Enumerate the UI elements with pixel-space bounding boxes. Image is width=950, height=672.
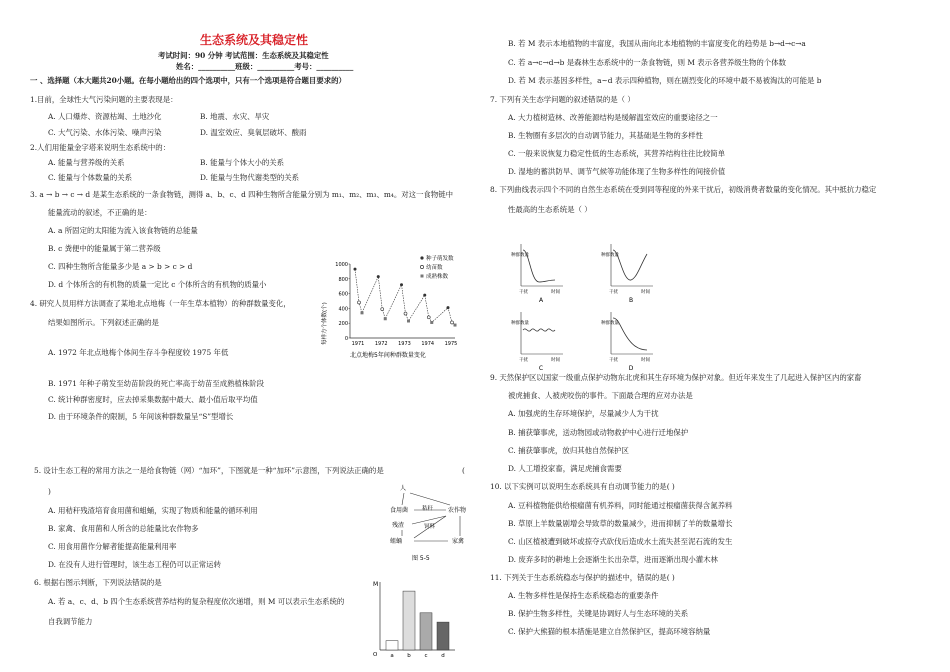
panel-letter: A — [538, 297, 544, 304]
q1-option-d: D. 温室效应、臭氧层破坏、酸雨 — [200, 128, 307, 137]
node-person: 人 — [400, 485, 407, 492]
q5-option-d: D. 在没有人进行管理时，该生态工程仍可以正常运转 — [48, 560, 221, 569]
legend-seed: 种子萌发数 — [426, 256, 454, 262]
x-tick-label: 1972 — [374, 341, 388, 347]
panel-time-label: 时间 — [551, 290, 560, 295]
q2-option-b: B. 能量与个体大小的关系 — [200, 158, 285, 167]
curve-panel-A — [511, 244, 563, 304]
panel-letter: C — [538, 365, 544, 372]
point-seed — [400, 283, 403, 286]
legend-mature: 成熟株数 — [426, 274, 449, 280]
q1-option-b: B. 地震、水灾、旱灾 — [200, 112, 270, 121]
q10-option-d: D. 废弃多时的耕地上会逐渐生长出杂草，进而逐渐出现小灌木林 — [508, 555, 718, 564]
panel-disturb-label: 干扰 — [519, 290, 528, 295]
q7-option-a: A. 大力植树造林、改善能源结构是缓解温室效应的重要途径之一 — [508, 113, 718, 122]
x-tick-label: c — [424, 653, 428, 658]
q8-stem: 8. 下列曲线表示四个不同的自然生态系统在受到同等程度的外来干扰后，初级消费者数量的变化情况。其中抵抗力稳定 — [490, 185, 877, 194]
x-tick-label: 1974 — [421, 341, 435, 347]
x-tick-label: a — [390, 653, 394, 658]
q8-figure — [505, 232, 680, 372]
exam-info: 考试时间：90 分钟 考试范围：生态系统及其稳定性 — [158, 51, 329, 60]
q6-option-a-cont: 自我调节能力 — [48, 617, 93, 626]
q1-stem: 1.目前，全球性大气污染问题的主要表现是： — [30, 95, 178, 104]
point-seedling — [427, 316, 430, 319]
q10-option-b: B. 草原上羊数量剧增会导致草的数量减少，进而抑制了羊的数量增长 — [508, 519, 733, 528]
q11-option-a: A. 生物多样性是保持生态系统稳态的重要条件 — [508, 591, 659, 600]
point-mature — [407, 319, 410, 322]
y-tick-label: 400 — [338, 306, 348, 313]
panel-ylabel: 种群数量 — [601, 253, 619, 258]
q4-figure — [320, 250, 470, 360]
curve-panel-B — [601, 244, 653, 304]
q6-option-d: D. 若 M 表示基因多样性，a~d 表示四种植物，则在剧烈变化的环境中最不易被淘汰的可能是 b — [508, 76, 822, 85]
q5-stem: 5. 设计生态工程的常用方法之一是给食物链（网）“加环”，下图就是一种“加环”示意图，下列说法正确的是 — [34, 466, 384, 475]
chart-caption: 北点地梅5年间种群数量变化 — [350, 352, 426, 359]
q11-option-b: B. 保护生物多样性，关键是协调好人与生态环境的关系 — [508, 609, 689, 618]
point-seedling — [358, 301, 361, 304]
edge-stalk: 秸秆 — [422, 506, 434, 512]
point-seed — [423, 294, 426, 297]
curve-panel-D — [601, 312, 653, 372]
point-mature — [384, 317, 387, 320]
q3-stem-cont: 能量流动的叙述，不正确的是： — [48, 208, 152, 217]
panel-ylabel: 种群数量 — [511, 321, 529, 326]
bar-d — [437, 622, 449, 650]
panel-time-label: 时间 — [641, 358, 650, 363]
q7-option-c: C. 一般来说恢复力稳定性低的生态系统，其营养结构往往比较简单 — [508, 149, 726, 158]
q4-option-a: A. 1972 年北点地梅个体间生存斗争程度较 1975 年低 — [48, 348, 229, 357]
point-seedling — [451, 321, 454, 324]
q3-option-c: C. 四种生物所含能量多少是 a > b > c > d — [48, 262, 193, 271]
four-curves — [505, 232, 680, 372]
q3-option-b: B. c 粪便中的能量属于第二营养级 — [48, 244, 161, 253]
q1-option-c: C. 大气污染、水体污染、噪声污染 — [48, 128, 162, 137]
q10-stem: 10. 以下实例可以说明生态系统具有自动调节能力的是( ) — [490, 482, 675, 491]
q3-option-d: D. d 个体所含的有机物的质量一定比 c 个体所含的有机物的质量小 — [48, 280, 267, 289]
q7-stem: 7. 下列有关生态学问题的叙述错误的是（ ） — [490, 95, 635, 104]
node-poultry: 家禽 — [452, 538, 465, 545]
chart-ylabel: 每样方个体数(个) — [322, 302, 328, 345]
q6-option-b: B. 若 M 表示本地植物的丰富度，我国从南向北本地植物的丰富度变化的趋势是 b→d→c→a — [508, 39, 806, 48]
q6-stem: 6. 根据右图示判断，下列说法错误的是 — [34, 578, 162, 587]
point-mature — [454, 324, 457, 327]
q5-figure — [380, 480, 480, 570]
q2-stem: 2.人们用能量金字塔来说明生态系统中的： — [30, 143, 171, 152]
q9-option-b: B. 捕获肇事虎，送动物园或动物救护中心进行迁地保护 — [508, 428, 689, 437]
node-straw: 残渣 — [392, 522, 405, 529]
q6-option-a: A. 若 a、c、d、b 四个生态系统营养结构的复杂程度依次递增，则 M 可以表示生态系统的 — [48, 597, 345, 606]
x-tick-label: 1971 — [351, 341, 365, 347]
edge-feed: 饲料 — [424, 524, 436, 530]
panel-disturb-label: 干扰 — [609, 290, 618, 295]
population-chart — [320, 250, 470, 360]
panel-letter: B — [628, 297, 634, 304]
q11-option-c: C. 保护大熊猫的根本措施是建立自然保护区，提高环境容纳量 — [508, 627, 711, 636]
x-tick-label: b — [407, 653, 411, 658]
x-tick-label: d — [441, 653, 445, 658]
chart-legend — [420, 254, 454, 280]
axis-y-label: M — [373, 581, 379, 588]
q2-option-c: C. 能量与个体数量的关系 — [48, 173, 132, 182]
point-mature — [361, 311, 364, 314]
node-larvae: 蛆蛹 — [390, 538, 403, 545]
q5-option-b: B. 家禽、食用菌和人所含的总能量比农作物多 — [48, 524, 199, 533]
axis-origin: O — [373, 652, 378, 658]
figure-caption: 图 5-5 — [412, 555, 430, 562]
point-seedling — [381, 308, 384, 311]
q9-stem: 9. 天然保护区以国家一级重点保护动物东北虎和其生存环境为保护对象。但近年来发生了几起进入保护区内的家畜 — [490, 373, 862, 382]
y-tick-label: 800 — [338, 276, 348, 283]
q9-option-a: A. 加强虎的生存环境保护，尽量减少人为干扰 — [508, 409, 659, 418]
q7-option-d: D. 湿地的蓄洪防旱、调节气候等功能体现了生物多样性的间接价值 — [508, 167, 726, 176]
q2-option-d: D. 能量与生物代谢类型的关系 — [200, 173, 300, 182]
q9-stem-cont: 被虎捕食、人被虎咬伤的事件。下面最合理的应对办法是 — [508, 391, 693, 400]
panel-letter: D — [628, 365, 634, 372]
legend-seedling: 幼苗数 — [426, 265, 443, 271]
x-tick-label: 1975 — [444, 341, 458, 347]
q9-option-d: D. 人工增投家畜，满足虎捕食需要 — [508, 464, 622, 473]
q4-stem: 4. 研究人员用样方法调查了某地北点地梅（一年生草本植物）的种群数量变化， — [30, 299, 291, 308]
q3-stem: 3. a → b → c → d 是某生态系统的一条食物链，测得 a、b、c、d 四种生物所含能量分别为 m₁、m₂、m₃、m₄。对这一食物链中 — [30, 190, 453, 199]
panel-curve — [523, 329, 555, 331]
q10-option-c: C. 山区植被遭到破坏或掠夺式砍伐后造成水土流失甚至泥石流的发生 — [508, 537, 733, 546]
panel-time-label: 时间 — [551, 358, 560, 363]
q11-stem: 11. 下列关于生态系统稳态与保护的描述中，错误的是( ) — [490, 573, 675, 582]
q5-option-a: A. 用秸秆残渣培育食用菌和蛆蛹，实现了物质和能量的循环利用 — [48, 506, 258, 515]
q4-option-b: B. 1971 年种子萌发至幼苗阶段的死亡率高于幼苗至成熟植株阶段 — [48, 379, 265, 388]
y-tick-label: 1000 — [335, 262, 348, 268]
y-tick-label: 600 — [338, 291, 348, 298]
q4-option-c: C. 统计种群密度时，应去掉采集数据中最大、最小值后取平均值 — [48, 395, 258, 404]
q5-paren-close: ) — [48, 487, 51, 496]
point-seedling — [404, 312, 407, 315]
q5-option-c: C. 用食用菌作分解者能提高能量利用率 — [48, 542, 177, 551]
q2-option-a: A. 能量与营养级的关系 — [48, 158, 125, 167]
q6-option-c: C. 若 a→c→d→b 是森林生态系统中的一条食物链，则 M 表示各营养级生物的个体数 — [508, 58, 786, 67]
q8-stem-cont: 性最高的生态系统是（ ） — [508, 205, 592, 214]
page-title: 生态系统及其稳定性 — [200, 33, 309, 47]
point-seed — [354, 268, 357, 271]
panel-ylabel: 种群数量 — [511, 253, 529, 258]
q9-option-c: C. 捕获肇事虎，放归其他自然保护区 — [508, 446, 629, 455]
panel-time-label: 时间 — [641, 290, 650, 295]
food-chain-diagram — [380, 480, 480, 570]
q10-option-a: A. 豆科植物能供给根瘤菌有机养料，同时能通过根瘤菌获得含氮养料 — [508, 501, 733, 510]
bar-a — [386, 641, 398, 650]
student-fields: 姓名：__________班级：__________考号：__________ — [176, 62, 354, 71]
y-tick-label: 200 — [338, 321, 348, 328]
node-mushroom: 食用菌 — [390, 507, 409, 514]
q4-stem-cont: 结果如图所示。下列叙述正确的是 — [48, 318, 159, 327]
point-mature — [430, 321, 433, 324]
panel-ylabel: 种群数量 — [601, 321, 619, 326]
panel-disturb-label: 干扰 — [609, 358, 618, 363]
q3-option-a: A. a 所固定的太阳能为流入该食物链的总能量 — [48, 226, 198, 235]
q7-option-b: B. 生物圈有多层次的自动调节能力，其基础是生物的多样性 — [508, 131, 703, 140]
point-seed — [447, 306, 450, 309]
panel-disturb-label: 干扰 — [519, 358, 528, 363]
node-crop: 农作物 — [448, 507, 467, 514]
q6-figure — [370, 578, 460, 658]
curve-panel-C — [511, 312, 563, 372]
point-seed — [377, 275, 380, 278]
q1-option-a: A. 人口爆炸、资源枯竭、土地沙化 — [48, 112, 162, 121]
q5-paren-open: ( — [462, 466, 465, 475]
bar-c — [420, 613, 432, 650]
bar-b — [403, 591, 415, 650]
x-tick-label: 1973 — [398, 341, 411, 347]
q4-option-d: D. 由于环境条件的限制，5 年间该种群数量呈“S”型增长 — [48, 412, 234, 421]
bar-chart-m — [370, 578, 460, 658]
y-tick-label: 0 — [344, 336, 348, 342]
section-heading: 一 、选择题（本大题共20小题。在每小题给出的四个选项中，只有一个选项是符合题目要求的） — [30, 76, 346, 85]
